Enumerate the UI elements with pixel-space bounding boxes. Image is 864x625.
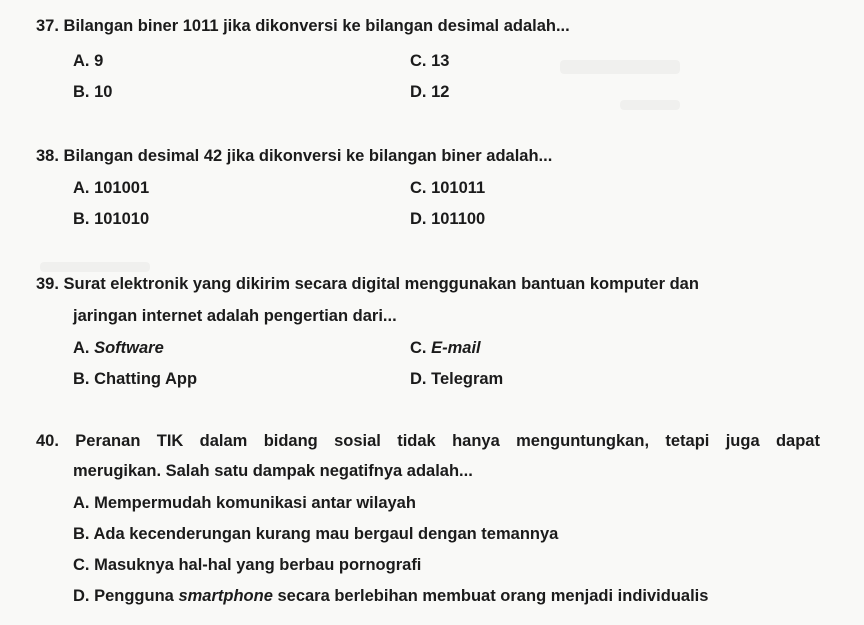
option-40-c[interactable]: C. Masuknya hal-hal yang berbau pornografi [73,556,422,574]
question-39-line-2: jaringan internet adalah pengertian dari... [73,307,397,325]
option-37-d[interactable]: D. 12 [410,83,450,101]
question-39-line-1 [36,275,699,294]
question-38 [36,147,552,166]
option-40-d[interactable] [73,587,708,606]
question-number: 39. [36,275,59,293]
option-38-d[interactable]: D. 101100 [410,210,486,228]
option-italic-word: smartphone [178,587,273,605]
option-39-d[interactable]: D. Telegram [410,370,504,388]
bleed-through-mark [620,100,680,110]
question-number: 40. [36,432,59,450]
question-37 [36,17,570,36]
option-text: secara berlebihan membuat orang menjadi individualis [277,587,709,605]
question-text: Surat elektronik yang dikirim secara digital menggunakan bantuan komputer dan [63,275,699,293]
option-letter: C. [410,339,427,357]
option-text: E-mail [431,339,481,357]
question-text: Bilangan biner 1011 jika dikonversi ke bilangan desimal adalah... [63,17,570,35]
option-38-b[interactable]: B. 101010 [73,210,150,228]
option-37-c[interactable]: C. 13 [410,52,450,70]
question-text: Peranan TIK dalam bidang sosial tidak hanya menguntungkan, tetapi juga dapat [75,432,820,450]
option-letter: A. [73,339,90,357]
bleed-through-mark [40,262,150,272]
option-38-a[interactable]: A. 101001 [73,179,150,197]
option-40-b[interactable]: B. Ada kecenderungan kurang mau bergaul dengan temannya [73,525,559,543]
option-39-a[interactable] [73,339,164,358]
question-40-line-1 [36,432,820,451]
question-number: 37. [36,17,59,35]
question-40-line-2: merugikan. Salah satu dampak negatifnya adalah... [73,462,473,480]
option-text: Software [94,339,164,357]
option-39-b[interactable]: B. Chatting App [73,370,198,388]
option-37-b[interactable]: B. 10 [73,83,113,101]
option-38-c[interactable]: C. 101011 [410,179,486,197]
option-39-c[interactable] [410,339,481,358]
option-37-a[interactable]: A. 9 [73,52,104,70]
question-number: 38. [36,147,59,165]
option-text: D. Pengguna [73,587,174,605]
question-text: Bilangan desimal 42 jika dikonversi ke bilangan biner adalah... [63,147,553,165]
bleed-through-mark [560,60,680,74]
option-40-a[interactable]: A. Mempermudah komunikasi antar wilayah [73,494,416,512]
